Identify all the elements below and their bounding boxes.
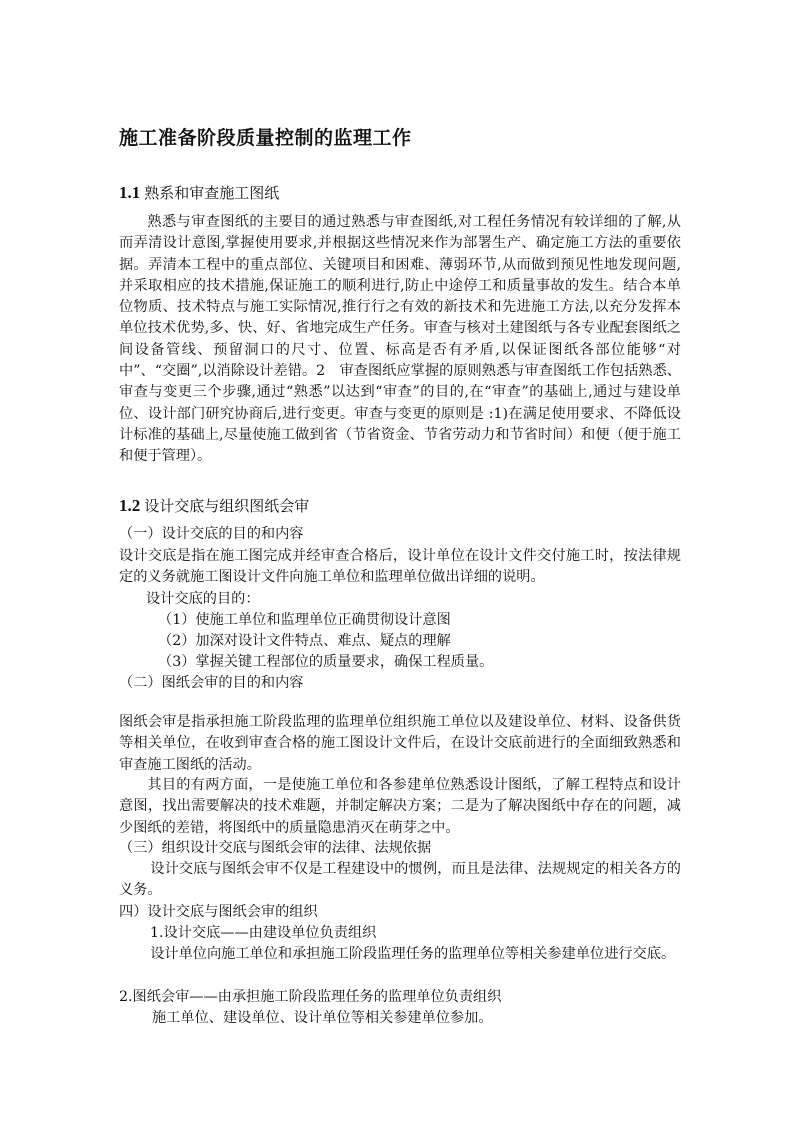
section-1-1-heading xyxy=(119,182,279,203)
organization-item-2: 2.图纸会审——由承担施工阶段监理任务的监理单位负责组织 xyxy=(119,989,502,1005)
section-1-2-number: 1.2 xyxy=(119,496,141,515)
section-1-2-heading xyxy=(119,495,309,516)
organization-item-1: 1.设计交底——由建设单位负责组织 xyxy=(150,925,377,941)
subsection-4-heading: 四）设计交底与图纸会审的组织 xyxy=(119,904,318,920)
organization-item-1-body: 设计单位向施工单位和承担施工阶段监理任务的监理单位等相关参建单位进行交底。 xyxy=(150,946,676,962)
section-1-1-title: 熟系和审查施工图纸 xyxy=(144,184,280,202)
organization-item-2-body: 施工单位、建设单位、设计单位等相关参建单位参加。 xyxy=(152,1010,493,1026)
purpose-item: （2）加深对设计文件特点、难点、疑点的理解 xyxy=(158,633,451,649)
purpose-item: （3）掌握关键工程部位的质量要求，确保工程质量。 xyxy=(158,654,494,670)
subsection-2-heading: （二）图纸会审的目的和内容 xyxy=(119,675,304,691)
design-disclosure-paragraph: 设计交底是指在施工图完成并经审查合格后，设计单位在设计文件交付施工时，按法律规定的义务就施工图设计文件向施工单位和监理单位做出详细的说明。 xyxy=(119,548,681,586)
section-1-1-number: 1.1 xyxy=(119,183,141,202)
legal-basis-paragraph: 设计交底与图纸会审不仅是工程建设中的惯例，而且是法律、法规规定的相关各方的义务。 xyxy=(119,861,681,899)
section-1-1-body: 熟悉与审查图纸的主要目的通过熟悉与审查图纸,对工程任务情况有较详细的了解,从而弄清设计意图,掌握使用要求,并根据这些情况来作为部署生产、确定施工方法的重要依据。弄清本工程中的重点部位、关键项目和困难、薄弱环节,从而做到预见性地发现问题,并采取相应的技术措施,保证施工的顺利进行,防止中途停工和质量事故的发生。结合本单位物质、技术特点与施工实际情况,推行行之有效的新技术和先进施工方法,以充分发挥本单位技术优势,多、快、好、省地完成生产任务。审查与核对土建图纸与各专业配套图纸之间设备管线、预留洞口的尺寸、位置、标高是否有矛盾,以保证图纸各部位能够“对中”、“交圈”,以消除设计差错。2 审查图纸应掌握的原则熟悉与审查图纸工作包括熟悉、审查与变更三个步骤,通过“熟悉”以达到“审查”的目的,在“审查”的基础上,通过与建设单位、设计部门研究协商后,进行变更。审查与变更的原则是 :1)在满足使用要求、不降低设计标准的基础上,尽量使施工做到省（节省资金、节省劳动力和节省时间）和便（便于施工和便于管理）。 xyxy=(119,214,681,465)
purpose-label: 设计交底的目的： xyxy=(146,591,260,607)
subsection-1-heading: （一）设计交底的目的和内容 xyxy=(119,526,304,542)
drawing-review-paragraph: 图纸会审是指承担施工阶段监理的监理单位组织施工单位以及建设单位、材料、设备供货等相关单位，在收到审查合格的施工图设计文件后，在设计交底前进行的全面细致熟悉和审查施工图纸的活动。 xyxy=(119,714,681,773)
section-1-2-title: 设计交底与组织图纸会审 xyxy=(144,497,310,515)
subsection-3-heading: （三）组织设计交底与图纸会审的法律、法规依据 xyxy=(119,840,432,856)
purpose-item: （1）使施工单位和监理单位正确贯彻设计意图 xyxy=(158,612,451,628)
document-title: 施工准备阶段质量控制的监理工作 xyxy=(119,127,412,149)
review-purpose-paragraph: 其目的有两方面，一是使施工单位和各参建单位熟悉设计图纸，了解工程特点和设计意图，找出需要解决的技术难题，并制定解决方案；二是为了解决图纸中存在的问题，减少图纸的差错，将图纸中的质量隐患消灭在萌芽之中。 xyxy=(119,777,681,836)
